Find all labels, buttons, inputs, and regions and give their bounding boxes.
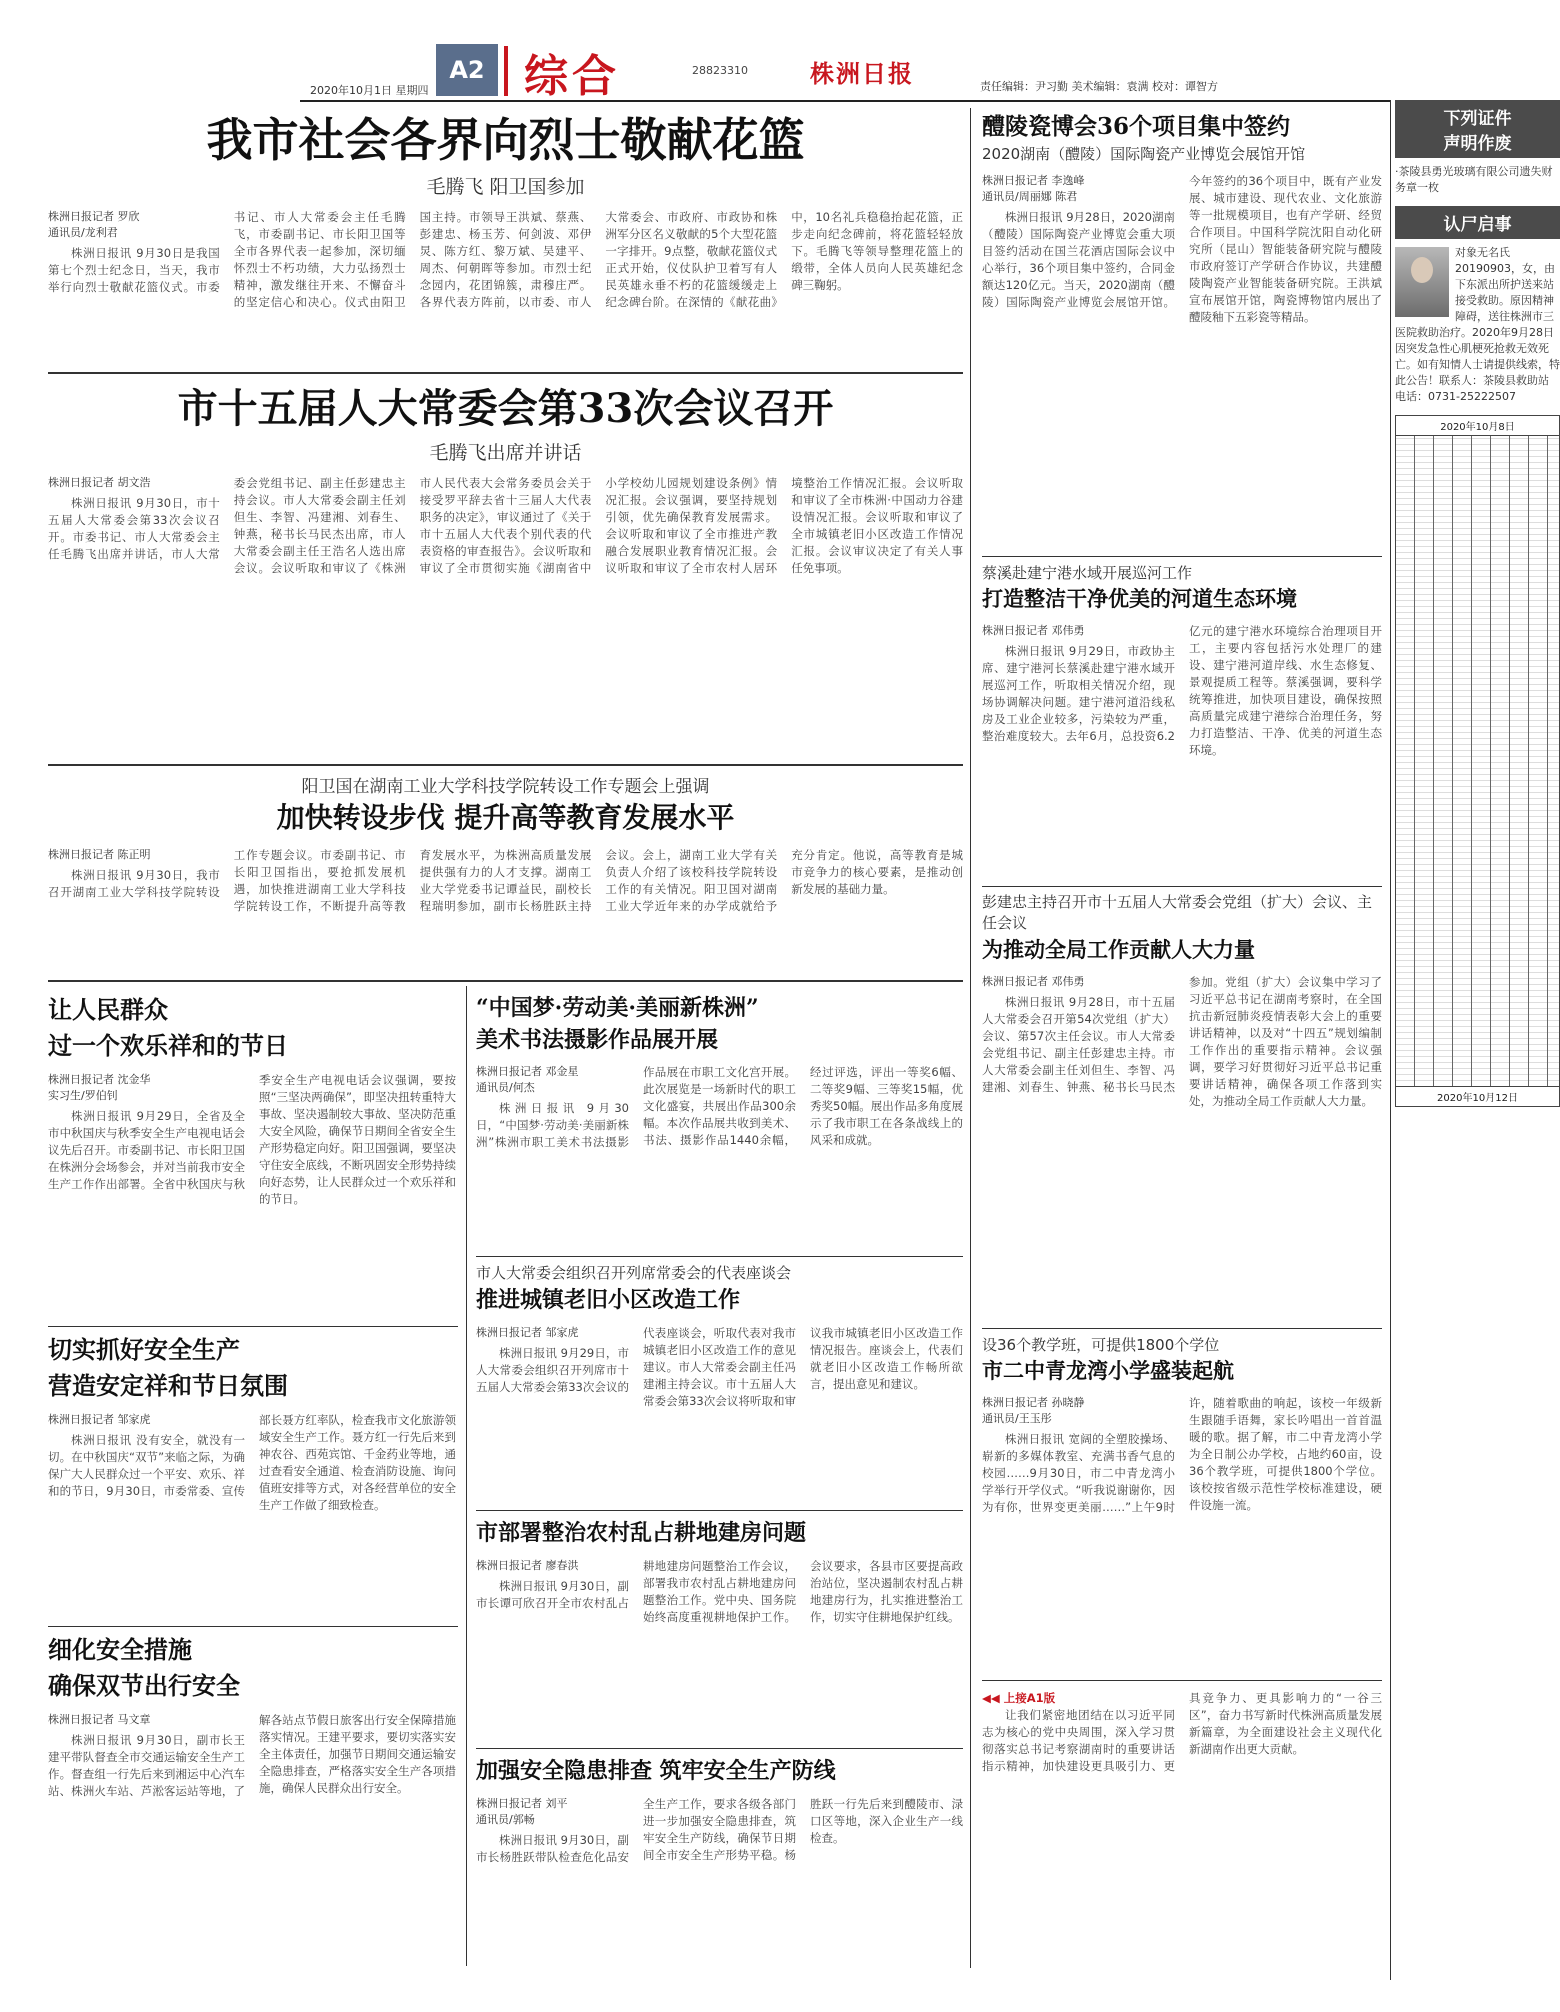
section-title: 综合 [524,51,620,102]
section-rule [982,556,1382,557]
article-body: 株洲日报讯 9月28日，2020湖南（醴陵）国际陶瓷产业博览会重大项目签约活动在国兰花酒店国际会议中心举行，36个项目集中签约，合同金额达120亿元。当天，2020湖南（醴陵）国际陶瓷产业博览会展馆开馆。今年签约的36个项目中，既有产业发展、城市建设、现代农业、文化旅游等一批规模项目，也有产学研、经贸合作项目。中国科学院沈阳自动化研究所（昆山）智能装备研究院与醴陵市政府签订产学研合作协议，共建醴陵陶瓷产业智能装备研究院。王洪斌宣布展馆开馆，陶瓷博物馆内展出了醴陵釉下五彩瓷等精品。 [982,174,1382,324]
article-congress-session [48,382,963,757]
article-columns [48,1412,456,1514]
article-columns [982,1690,1382,1775]
section-rule [48,1626,458,1627]
article-headline: 让人民群众 过一个欢乐祥和的节日 [48,995,288,1060]
article-byline: 株洲日报记者 陈正明 [48,848,151,861]
article-farmland-protection [476,1516,963,1742]
article-columns [48,475,963,577]
article-body: 让我们紧密地团结在以习近平同志为核心的党中央周围，深入学习贯彻落实总书记考察湖南时的重要讲话指示精神，加快建设更具吸引力、更具竞争力、更具影响力的“一谷三区”，奋力书写新时代株洲高质量发展新篇章，为全面建设社会主义现代化新湖南作出更大贡献。 [982,1691,1382,1773]
article-body: 株洲日报讯 9月30日，市十五届人大常委会第33次会议召开。市委书记、市人大常委会主任毛腾飞出席并讲话，市人大常委会党组书记、副主任彭建忠主持会议。市人大常委会副主任刘但生、李智、冯建湘、刘春生、钟燕，秘书长马民杰出席，市人大常委会副主任王浩名人选出席会议。会议听取和审议了《株洲市人民代表大会常务委员会关于接受罗平辞去省十三届人大代表职务的决定》，审议通过了《关于市十五届人大代表个别代表的代表资格的审查报告》。会议听取和审议了全市贯彻实施《湖南省中小学校幼儿园规划建设条例》情况汇报。会议强调，要坚持规划引领，优先确保教育发展需求。会议听取和审议了全市推进产教融合发展职业教育情况汇报。会议听取和审议了全市农村人居环境整治工作情况汇报。会议听取和审议了全市株洲·中国动力谷建设情况汇报。会议听取和审议了全市城镇老旧小区改造工作情况汇报。会议审议决定了有关人事任免事项。 [48,476,963,575]
article-headline: 醴陵瓷博会36个项目集中签约 [982,113,1291,140]
article-body: 株洲日报讯 9月30日，我市召开湖南工业大学科技学院转设工作专题会议。市委副书记、市长阳卫国指出，要抢抓发展机遇，加快推进湖南工业大学科技学院转设工作，不断提升高等教育发展水平，为株洲高质量发展提供强有力的人才支撑。湖南工业大学党委书记谭益民，副校长程瑞明参加，副市长杨胜跃主持会议。会上，湖南工业大学有关负责人介绍了该校科技学院转设工作的有关情况。阳卫国对湖南工业大学近年来的办学成就给予充分肯定。他说，高等教育是城市竞争力的核心要素，是推动创新发展的基础力量。 [48,848,963,913]
section-rule [982,886,1382,887]
article-kicker: 阳卫国在湖南工业大学科技学院转设工作专题会上强调 [301,777,710,797]
missing-person-text: 对象无名氏20190903，女，由下东派出所护送来站接受救助。原因精神障碍，送往株洲市三医院救助治疗。2020年9月28日因突发急性心肌梗死抢救无效死亡。如有知情人士请提供线索，特此公告！联系人：茶陵县救助站 电话：0731-25222507 [1395,246,1560,403]
section-rule [476,1748,963,1749]
article-headline: “中国梦·劳动美·美丽新株洲” 美术书法摄影作品展开展 [476,995,759,1053]
article-body: 株洲日报讯 9月29日，市政协主席、建宁港河长蔡溪赴建宁港水域开展巡河工作，听取相关情况介绍，现场协调解决问题。建宁港河道沿线私房及工业企业较多，污染较为严重，整治难度较大。去年6月，总投资6.2亿元的建宁港水环境综合治理项目开工，主要内容包括污水处理厂的建设、建宁港河道岸线、水生态修复、景观提质工程等。蔡溪强调，要科学统筹推进，加快项目建设，确保按照高质量完成建宁港综合治理任务，努力打造整洁、干净、优美的河道生态环境。 [982,624,1382,757]
article-art-exhibition [476,992,963,1250]
jump-line [982,1690,1175,1707]
page-number-badge: A2 [436,44,498,96]
editor-credits: 责任编辑：尹习勤 美术编辑：袁满 校对：谭智方 [980,80,1218,93]
article-columns [476,1558,963,1626]
article-byline: 株洲日报记者 沈金华 实习生/罗伯钊 [48,1073,151,1102]
article-columns [48,209,963,311]
column-rule [970,108,971,1968]
article-headline: 切实抓好安全生产 营造安定祥和节日氛围 [48,1335,288,1400]
column-rule [466,986,467,1966]
article-headline: 市十五届人大常委会第33次会议召开 [177,385,834,432]
article-wreath-ceremony [48,110,963,365]
article-byline: 株洲日报记者 邓伟勇 [982,624,1085,637]
article-body: 株洲日报讯 9月30日，“中国梦·劳动美·美丽新株洲”株洲市职工美术书法摄影作品展在市职工文化宫开展。此次展览是一场新时代的职工文化盛宴，共展出作品300余幅。本次作品展共收到美术、书法、摄影作品1440余幅，经过评选，评出一等奖6幅、二等奖9幅、三等奖15幅，优秀奖50幅。展出作品多角度展示了我市职工在各条战线上的风采和成就。 [476,1065,963,1149]
section-rule [48,1326,458,1327]
article-byline: 株洲日报记者 李逸峰 通讯员/周丽娜 陈君 [982,174,1085,203]
issue-date: 2020年10月1日 星期四 [310,84,429,97]
article-headline: 打造整洁干净优美的河道生态环境 [982,586,1297,611]
article-columns [476,1325,963,1410]
article-body: 株洲日报讯 9月30日是我国第七个烈士纪念日，当天，我市举行向烈士敬献花篮仪式。市委书记、市人大常委会主任毛腾飞，市委副书记、市长阳卫国等全市各界代表一起参加，深切缅怀烈士不朽功绩，大力弘扬烈士精神，激发继往开来、不懈奋斗的坚定信心和决心。仪式由阳卫国主持。市领导王洪斌、蔡燕、彭建忠、杨玉芳、何剑波、邓伊炅、陈方红、黎万斌、吴建平、周杰、何朝晖等参加。市烈士纪念园内，花团锦簇，肃穆庄严。各界代表方阵前，以市委、市人大常委会、市政府、市政协和株洲军分区名义敬献的5个大型花篮一字排开。9点整，敬献花篮仪式正式开始，仪仗队护卫着写有人民英雄永垂不朽的花篮缓缓走上纪念碑台阶。在深情的《献花曲》中，10名礼兵稳稳抬起花篮，正步走向纪念碑前，将花篮轻轻放下。毛腾飞等领导整理花篮上的缎带，全体人员向人民英雄纪念碑三鞠躬。 [48,210,963,309]
page-masthead [300,40,1390,102]
tv-schedule-table [1395,415,1560,1107]
article-subheadline: 毛腾飞出席并讲话 [429,442,582,464]
article-columns [982,974,1382,1110]
article-headline: 细化安全措施 确保双节出行安全 [48,1635,240,1700]
schedule-date: 2020年10月8日 [1396,416,1559,436]
classifieds-sidebar [1395,100,1560,1980]
article-byline: 株洲日报记者 邹家虎 [476,1326,579,1339]
person-photo [1395,247,1449,317]
article-party-meeting [982,892,1382,1322]
article-columns [48,1712,456,1800]
section-rule [48,372,963,374]
section-divider [504,46,508,96]
article-river-inspection [982,562,1382,880]
article-body: 株洲日报讯 9月30日，副市长杨胜跃带队检查危化品安全生产工作，要求各级各部门进一步加强安全隐患排查，筑牢安全生产防线，确保节日期间全市安全生产形势平稳。杨胜跃一行先后来到醴陵市、渌口区等地，深入企业生产一线检查。 [476,1797,963,1864]
notice-title: 下列证件 声明作废 [1395,100,1560,158]
article-travel-safety [48,1632,456,1967]
article-columns [48,847,963,915]
article-headline: 我市社会各界向烈士敬献花篮 [206,113,805,167]
section-rule [982,1680,1382,1681]
section-rule [476,1256,963,1257]
jump-label: 上接A1版 [1003,1691,1056,1705]
article-kicker: 市人大常委会组织召开列席常委会的代表座谈会 [476,1264,792,1282]
article-body: 株洲日报讯 9月29日，全省及全市中秋国庆与秋季安全生产电视电话会议先后召开。市委副书记、市长阳卫国在株洲分会场参会，并对当前我市安全生产工作作出部署。全省中秋国庆与秋季安全生产电视电话会议强调，要按照“三坚决两确保”，即坚决扭转重特大事故、坚决遏制较大事故、坚决防范重大安全风险，确保节日期间全省安全生产形势稳定向好。阳卫国强调，要坚决守住安全底线，不断巩固安全形势持续向好态势，让人民群众过一个欢乐祥和的节日。 [48,1073,456,1206]
article-byline: 株洲日报记者 孙晓静 通讯员/王玉彤 [982,1396,1085,1425]
article-headline: 市部署整治农村乱占耕地建房问题 [476,1520,807,1546]
section-rule [982,1328,1382,1329]
article-body: 株洲日报讯 宽阔的全塑胶操场、崭新的多媒体教室、充满书香气息的校园……9月30日，市二中青龙湾小学举行开学仪式。“听我说谢谢你，因为有你，世界变更美丽……”上午9时许，随着歌曲的响起，该校一年级新生跟随手语舞，家长吟唱出一首首温暖的歌。据了解，市二中青龙湾小学为全日制公办学校，占地约60亩，设36个教学班，可提供1800个学位。该校按省级示范性学校标准建设，硬件设施一流。 [982,1396,1382,1514]
article-festival-safety [48,992,456,1322]
jump-arrow-icon: ◀◀ [982,1691,1004,1705]
article-byline: 株洲日报记者 邹家虎 [48,1413,151,1426]
section-rule [476,1510,963,1511]
article-byline: 株洲日报记者 马文章 [48,1713,151,1726]
article-byline: 株洲日报记者 邓金星 通讯员/何杰 [476,1065,579,1094]
article-body: 株洲日报讯 9月30日，副市长谭可欣召开全市农村乱占耕地建房问题整治工作会议，部署我市农村乱占耕地建房问题整治工作。党中央、国务院始终高度重视耕地保护工作。会议要求，各县市区要提高政治站位，坚决遏制农村乱占耕地建房行为，扎实推进整治工作，切实守住耕地保护红线。 [476,1559,963,1624]
article-headline: 推进城镇老旧小区改造工作 [476,1287,741,1313]
article-continuation [982,1690,1382,1968]
schedule-footer-date: 2020年10月12日 [1396,1086,1559,1106]
article-byline: 株洲日报记者 罗欣 通讯员/龙利君 [48,210,140,239]
article-kicker: 彭建忠主持召开市十五届人大常委会党组（扩大）会议、主任会议 [982,893,1373,932]
article-work-safety [48,1332,456,1622]
article-columns [982,623,1382,759]
article-headline: 市二中青龙湾小学盛装起航 [982,1358,1234,1383]
article-columns [476,1064,963,1151]
article-primary-school [982,1334,1382,1674]
hotline-number: 28823310 [692,64,748,77]
article-old-neighborhood [476,1262,963,1504]
article-columns [982,173,1382,326]
article-kicker: 设36个教学班，可提供1800个学位 [982,1336,1220,1354]
article-body: 株洲日报讯 没有安全，就没有一切。在中秋国庆“双节”来临之际，为确保广大人民群众过一个平安、欢乐、祥和的节日，9月30日，市委常委、宣传部长聂方红率队，检查我市文化旅游领域安全生产工作。聂方红一行先后来到神农谷、西苑宾馆、千金药业等地，通过查看安全通道、检查消防设施、询问值班安排等方式，对各经营单位的安全生产工作做了细致检查。 [48,1413,456,1512]
article-columns [982,1395,1382,1516]
article-columns [48,1072,456,1208]
notice-text: ·茶陵县勇光玻璃有限公司遗失财务章一枚 [1395,165,1553,194]
sidebar-rule [1390,100,1391,1980]
section-rule [48,764,963,766]
article-subheadline: 毛腾飞 阳卫国参加 [426,176,585,198]
section-rule [48,980,963,982]
article-headline: 加强安全隐患排查 筑牢安全生产防线 [476,1758,836,1784]
article-kicker: 蔡溪赴建宁港水域开展巡河工作 [982,564,1193,582]
article-hazard-inspection [476,1754,963,1968]
article-ceramics-expo [982,110,1382,550]
article-body: 株洲日报讯 9月28日，市十五届人大常委会召开第54次党组（扩大）会议、第57次主任会议。市人大常委会党组书记、副主任彭建忠主持。市人大常委会副主任刘但生、李智、冯建湘、刘春生、钟燕、秘书长马民杰参加。党组（扩大）会议集中学习了习近平总书记在湖南考察时，在全国抗击新冠肺炎疫情表彰大会上的重要讲话精神，以及对“十四五”规划编制工作作出的重要指示精神。会议强调，要学习好贯彻好习近平总书记重要讲话精神，确保各项工作落到实处，为推动全局工作贡献人大力量。 [982,975,1382,1108]
article-byline: 株洲日报记者 刘平 通讯员/郭畅 [476,1797,568,1826]
article-headline: 加快转设步伐 提升高等教育发展水平 [276,801,735,834]
article-subheadline: 2020湖南（醴陵）国际陶瓷产业博览会展馆开馆 [982,145,1306,163]
article-body: 株洲日报讯 9月29日，市人大常委会组织召开列席市十五届人大常委会第33次会议的代表座谈会，听取代表对我市城镇老旧小区改造工作的意见建议。市人大常委会副主任冯建湘主持会议。市十五届人大常委会第33次会议将听取和审议我市城镇老旧小区改造工作情况报告。座谈会上，代表们就老旧小区改造工作畅所欲言，提出意见和建议。 [476,1326,963,1408]
article-university-transition [48,772,963,972]
article-byline: 株洲日报记者 邓伟勇 [982,975,1085,988]
newspaper-logo: 株洲日报 [810,59,914,88]
article-headline: 为推动全局工作贡献人大力量 [982,937,1255,962]
article-columns [476,1796,963,1866]
article-byline: 株洲日报记者 胡文浩 [48,476,151,489]
schedule-grid [1396,436,1559,1086]
article-body: 株洲日报讯 9月30日，副市长王建平带队督查全市交通运输安全生产工作。督查组一行先后来到湘运中心汽车站、株洲火车站、芦淞客运站等地，了解各站点节假日旅客出行安全保障措施落实情况。王建平要求，要切实落实安全主体责任，加强节日期间交通运输安全隐患排查，严格落实安全生产各项措施，确保人民群众出行安全。 [48,1713,456,1798]
article-byline: 株洲日报记者 廖春洪 [476,1559,579,1572]
missing-person-title: 认尸启事 [1395,206,1560,239]
